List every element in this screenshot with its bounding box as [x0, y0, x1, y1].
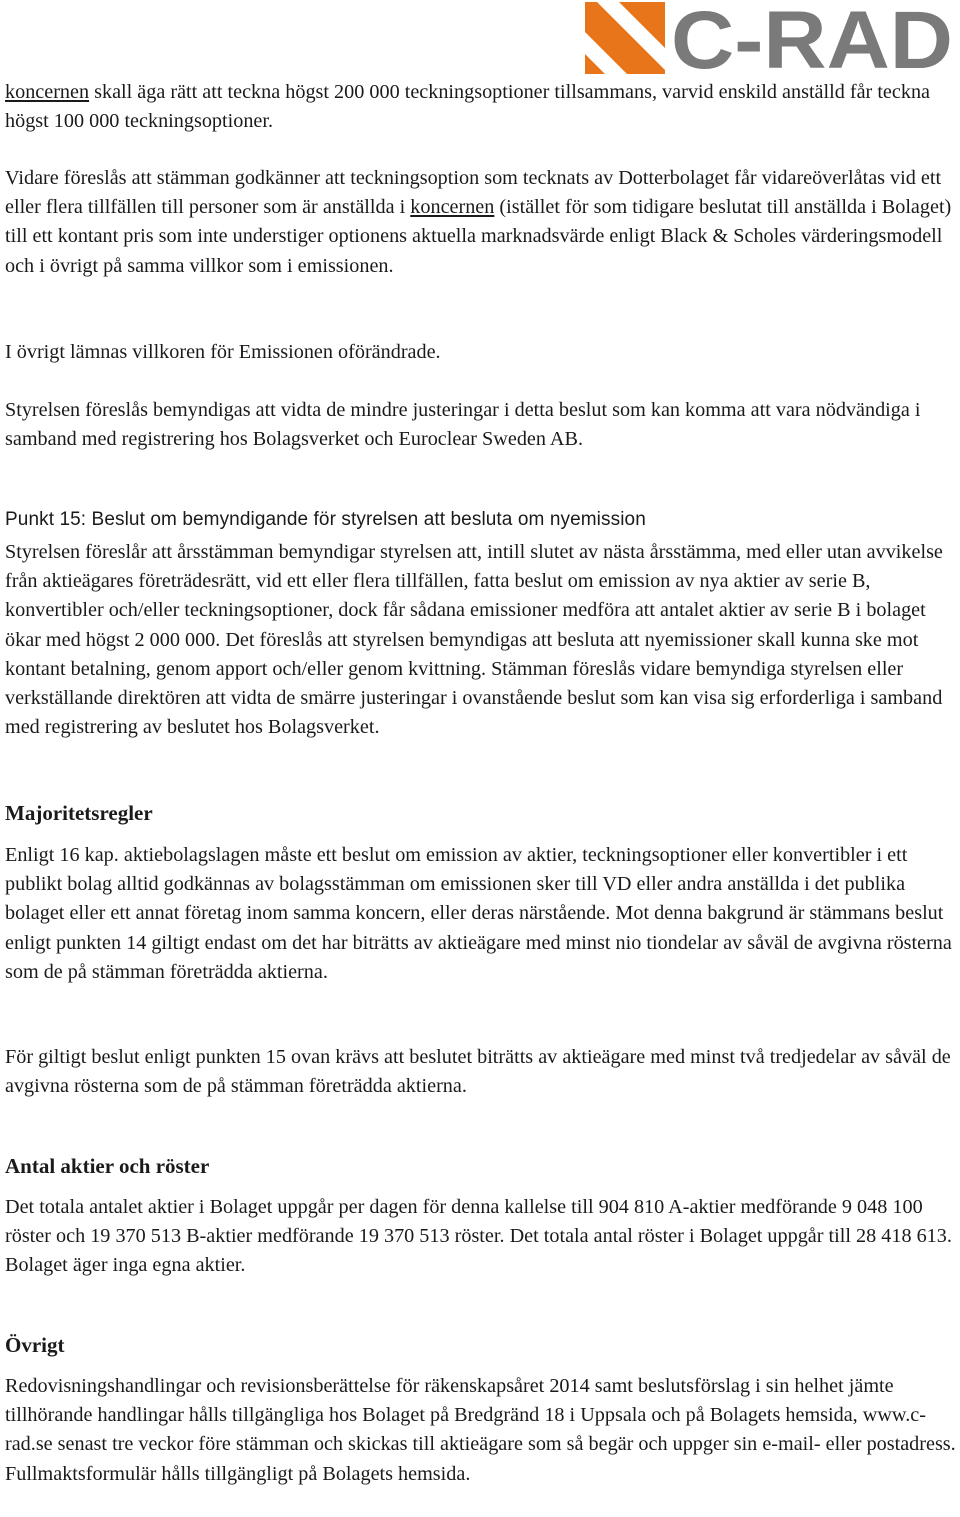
c-rad-logo [585, 2, 957, 74]
majoritet-paragraph-2: För giltigt beslut enligt punkten 15 ovan krävs att beslutet biträtts av aktieägare med minst två tredjedelar av såväl de avgivna rösterna som de på stämman företrädda aktierna. [5, 1046, 951, 1098]
koncernen-link[interactable]: koncernen [410, 196, 495, 219]
paragraph-ovrigt-villkor: I övrigt lämnas villkoren för Emissionen oförändrade. [5, 341, 441, 363]
section-heading-majoritetsregler: Majoritetsregler [5, 801, 153, 825]
paragraph-bemyndigas: Styrelsen föreslås bemyndigas att vidta de mindre justeringar i detta beslut som kan komma att vara nödvändiga i samband med registrering hos Bolagsverket och Euroclear Sweden AB. [5, 399, 921, 451]
section-heading-antal: Antal aktier och röster [5, 1154, 210, 1178]
punkt15-body: Styrelsen föreslår att årsstämman bemyndigar styrelsen att, intill slutet av nästa årsstämma, med eller utan avvikelse från aktieägares företrädesrätt, vid ett eller flera tillfällen, fatta beslut om emission av nya aktier av serie B, konvertibler och/eller teckningsoptioner, dock får sådana emissioner medföra att antalet aktier av serie B i bolaget ökar med högst 2 000 000. Det föreslås att styrelsen bemyndigas att besluta att nyemissioner skall kunna ske mot kontant betalning, genom apport och/eller genom kvittning. Stämman föreslås vidare bemyndiga styrelsen eller verkställande direktören att vidta de smärre justeringar i ovanstående beslut som kan visa sig erforderliga i samband med registrering av beslutet hos Bolagsverket. [5, 541, 943, 739]
antal-paragraph: Det totala antalet aktier i Bolaget uppgår per dagen för denna kallelse till 904 810 A-aktier medförande 9 048 100 röster och 19 370 513 B-aktier medförande 19 370 513 röster. Det totala antal röster i Bolaget uppgår till 28 418 613. Bolaget äger inga egna aktier. [5, 1196, 952, 1277]
paragraph-text: Vidare föreslås att stämman godkänner att teckningsoption som tecknats av Dotterbolaget får vidareöverlåtas vid ett eller flera tillfällen till personer som är anställda i [5, 167, 942, 219]
punkt15-heading: Punkt 15: Beslut om bemyndigande för styrelsen att besluta om nyemission [5, 509, 646, 530]
section-heading-ovrigt: Övrigt [5, 1333, 65, 1357]
paragraph-text: (istället för som tidigare beslutat till anställda i Bolaget) till ett kontant pris som inte understiger optionens aktuella marknadsvärde enligt Black & Scholes värderingsmodell och i övrigt på samma villkor som i emissionen. [5, 196, 952, 277]
majoritet-paragraph-1: Enligt 16 kap. aktiebolagslagen måste ett beslut om emission av aktier, teckningsoptioner eller konvertibler i ett publikt bolag alltid godkännas av bolagsstämman om emissionen sker till VD eller andra anställda i det publika bolaget eller ett annat företag inom samma koncern, eller deras närstående. Mot denna bakgrund är stämmans beslut enligt punkten 14 giltigt endast om det har biträtts av aktieägare med minst nio tiondelar av såväl de avgivna rösterna som de på stämman företrädda aktierna. [5, 844, 952, 983]
logo-mark-icon [585, 2, 665, 74]
koncernen-link[interactable]: koncernen [5, 81, 90, 103]
ovrigt-paragraph: Redovisningshandlingar och revisionsberättelse för räkenskapsåret 2014 samt beslutsförslag i sin helhet jämte tillhörande handlingar hålls tillgängliga hos Bolaget på Bredgränd 18 i Uppsala och på Bolagets hemsida, www.c-rad.se senast tre veckor före stämman och skickas till aktieägare som så begär och uppger sin e-mail- eller postadress. Fullmaktsformulär hålls tillgängligt på Bolagets hemsida. [5, 1375, 956, 1485]
paragraph-text: skall äga rätt att teckna högst 200 000 teckningsoptioner tillsammans, varvid enskild anställd får teckna högst 100 000 teckningsoptioner. [5, 81, 931, 133]
logo-text: C-RAD [671, 2, 953, 74]
paragraph-vidare [5, 164, 957, 281]
paragraph-koncernen [5, 78, 957, 136]
